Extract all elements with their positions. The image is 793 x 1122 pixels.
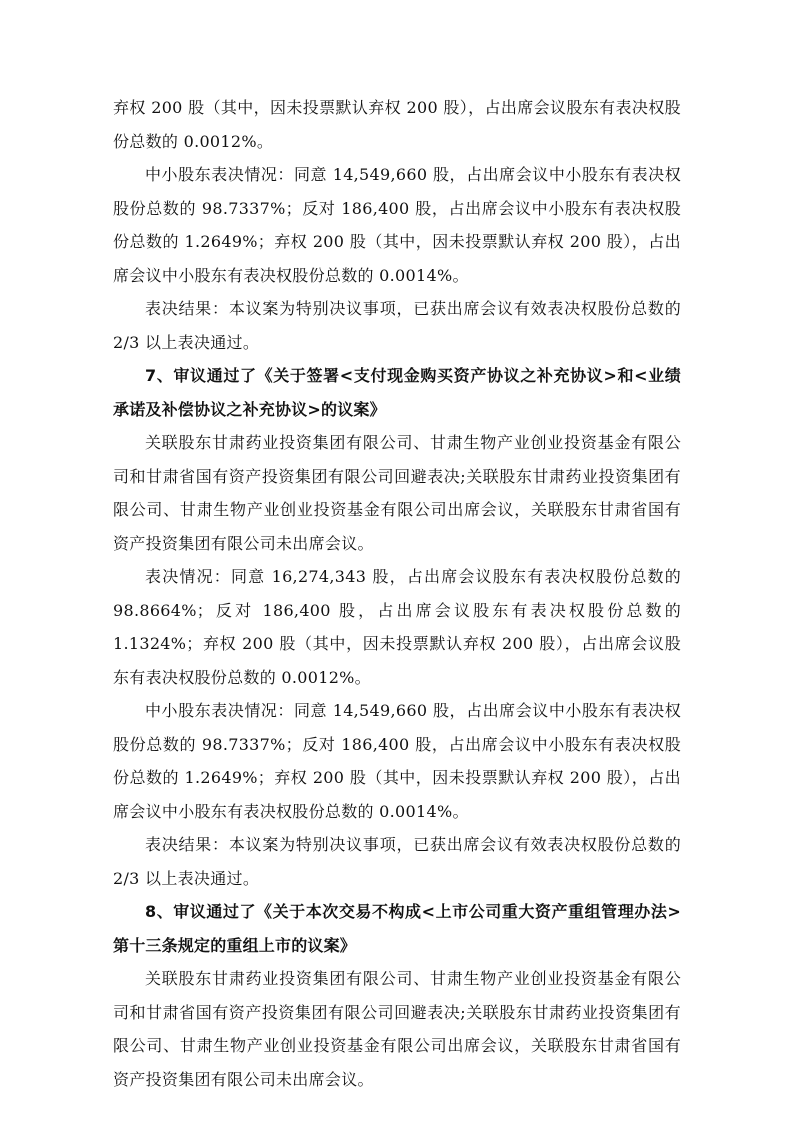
paragraph: 关联股东甘肃药业投资集团有限公司、甘肃生物产业创业投资基金有限公司和甘肃省国有资产投资集团有限公司回避表决;关联股东甘肃药业投资集团有限公司、甘肃生物产业创业投资基金有限公司出席会议，关联股东甘肃省国有资产投资集团有限公司未出席会议。 [113,433,681,553]
paragraph: 关联股东甘肃药业投资集团有限公司、甘肃生物产业创业投资基金有限公司和甘肃省国有资产投资集团有限公司回避表决;关联股东甘肃药业投资集团有限公司、甘肃生物产业创业投资基金有限公司出席会议，关联股东甘肃省国有资产投资集团有限公司未出席会议。 [113,969,681,1089]
paragraph: 表决情况：同意 16,274,343 股，占出席会议股东有表决权股份总数的 98.8664%；反对 186,400 股，占出席会议股东有表决权股份总数的 1.1324%；弃权 200 股（其中，因未投票默认弃权 200 股），占出席会议股东有表决权股份总数的 0.0012%。 [113,567,681,687]
paragraph: 弃权 200 股（其中，因未投票默认弃权 200 股），占出席会议股东有表决权股份总数的 0.0012%。 [113,98,681,151]
paragraph: 中小股东表决情况：同意 14,549,660 股，占出席会议中小股东有表决权股份总数的 98.7337%；反对 186,400 股，占出席会议中小股东有表决权股份总数的 1.2649%；弃权 200 股（其中，因未投票默认弃权 200 股），占出席会议中小股东有表决权股份总数的 0.0014%。 [113,701,681,821]
paragraph: 表决结果：本议案为特别决议事项，已获出席会议有效表决权股份总数的 2/3 以上表决通过。 [113,835,681,888]
document-body [113,91,681,1096]
paragraph: 中小股东表决情况：同意 14,549,660 股，占出席会议中小股东有表决权股份总数的 98.7337%；反对 186,400 股，占出席会议中小股东有表决权股份总数的 1.2649%；弃权 200 股（其中，因未投票默认弃权 200 股），占出席会议中小股东有表决权股份总数的 0.0014%。 [113,165,681,285]
section-heading: 8、审议通过了《关于本次交易不构成<上市公司重大资产重组管理办法>第十三条规定的重组上市的议案》 [113,902,681,955]
section-heading: 7、审议通过了《关于签署<支付现金购买资产协议之补充协议>和<业绩承诺及补偿协议之补充协议>的议案》 [113,366,681,419]
paragraph: 表决结果：本议案为特别决议事项，已获出席会议有效表决权股份总数的 2/3 以上表决通过。 [113,299,681,352]
